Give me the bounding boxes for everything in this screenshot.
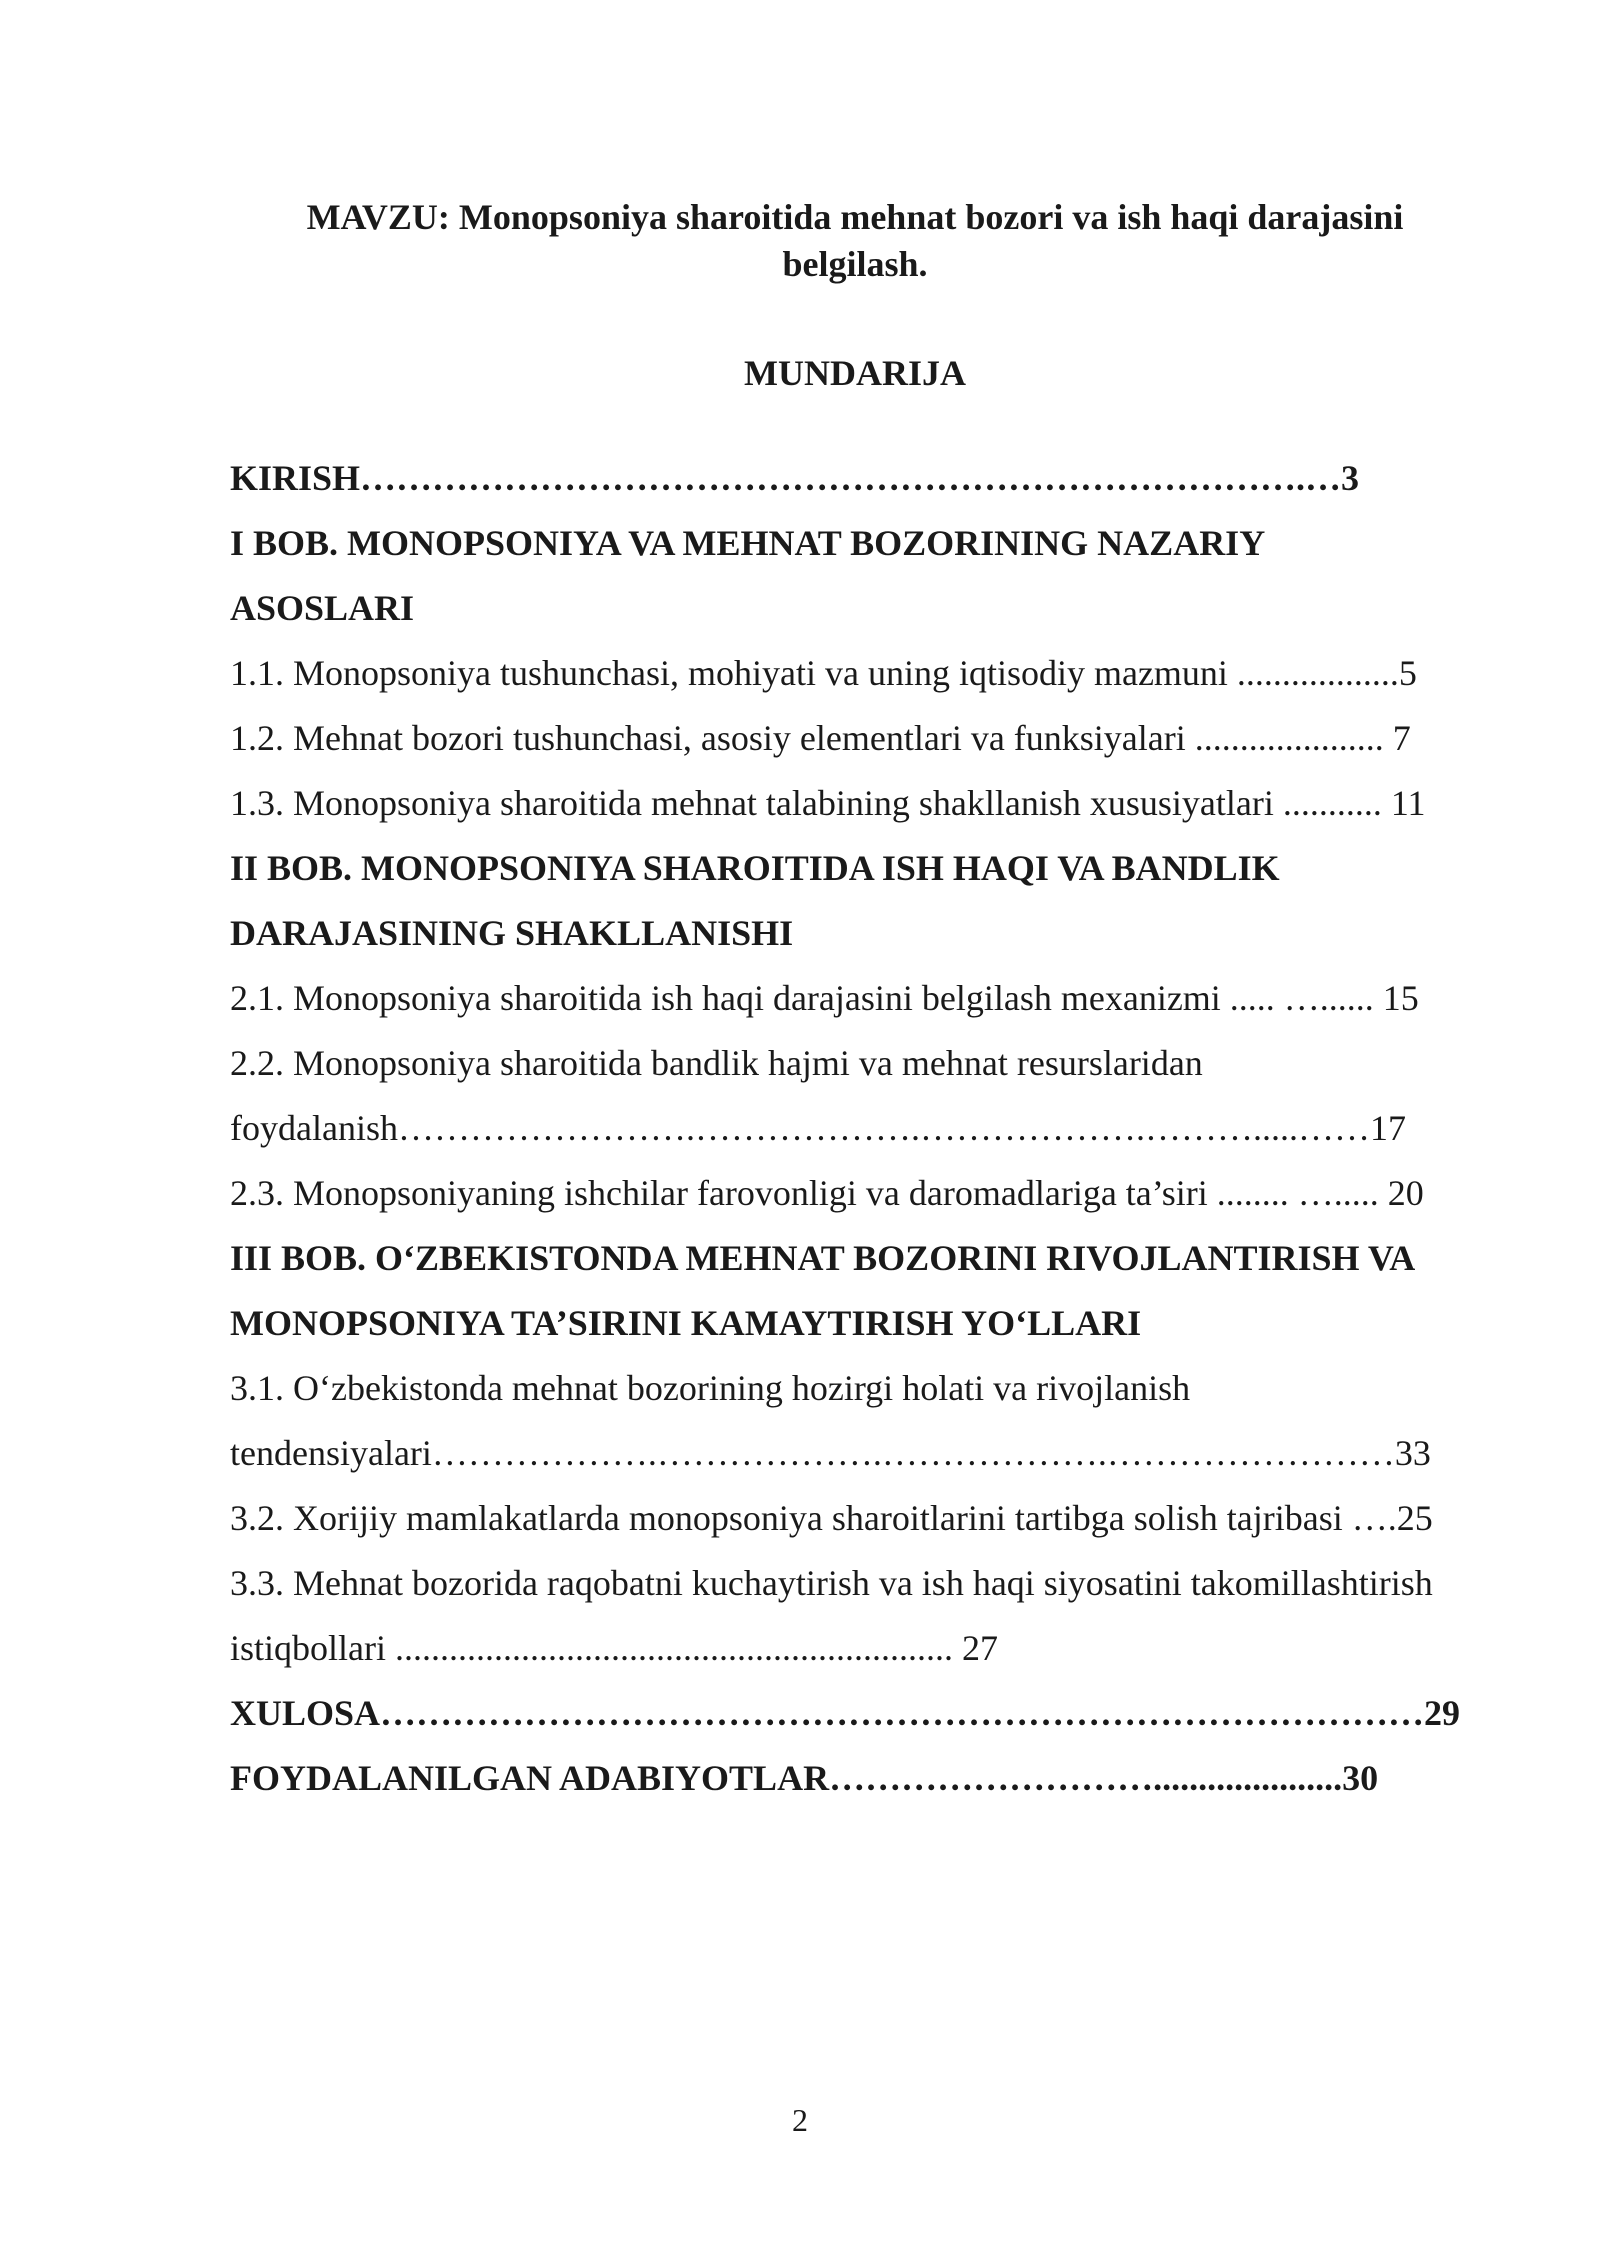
toc-line: I BOB. MONOPSONIYA VA MEHNAT BOZORINING NAZARIY [230, 523, 1266, 563]
toc-line: MONOPSONIYA TA’SIRINI KAMAYTIRISH YO‘LLARI [230, 1303, 1142, 1343]
toc-line: 1.2. Mehnat bozori tushunchasi, asosiy elementlari va funksiyalari ..................... 7 [230, 718, 1411, 758]
toc-line: 1.1. Monopsoniya tushunchasi, mohiyati va uning iqtisodiy mazmuni ..................5 [230, 653, 1417, 693]
toc-line: KIRISH…………………………………………………………………….…3 [230, 458, 1360, 498]
document-topic-title: MAVZU: Monopsoniya sharoitida mehnat bozori va ish haqi darajasini belgilash. [306, 197, 1404, 284]
toc-line: tendensiyalari……………….……………….……………….……………………33 [230, 1433, 1431, 1473]
toc-line: II BOB. MONOPSONIYA SHAROITIDA ISH HAQI VA BANDLIK [230, 848, 1280, 888]
toc-line: 3.3. Mehnat bozorida raqobatni kuchaytirish va ish haqi siyosatini takomillashtirish [230, 1563, 1433, 1603]
page-number: 2 [792, 2102, 808, 2138]
toc-line: DARAJASINING SHAKLLANISHI [230, 913, 794, 953]
toc-line: 1.3. Monopsoniya sharoitida mehnat talabining shakllanish xususiyatlari ........... 11 [230, 783, 1426, 823]
toc-line: ASOSLARI [230, 588, 415, 628]
toc-line: XULOSA……………………………………………………………………………29 [230, 1693, 1461, 1733]
toc-line: III BOB. O‘ZBEKISTONDA MEHNAT BOZORINI RIVOJLANTIRISH VA [230, 1238, 1416, 1278]
toc-line: 2.3. Monopsoniyaning ishchilar farovonligi va daromadlariga ta’siri ........ …..... 20 [230, 1173, 1424, 1213]
toc-line: FOYDALANILGAN ADABIYOTLAR……………………….....................30 [230, 1758, 1379, 1798]
toc-line: 2.1. Monopsoniya sharoitida ish haqi darajasini belgilash mexanizmi ..... …...... 15 [230, 978, 1419, 1018]
table-of-contents-heading: MUNDARIJA [744, 353, 966, 393]
toc-line: 3.1. O‘zbekistonda mehnat bozorining hozirgi holati va rivojlanish [230, 1368, 1191, 1408]
toc-line: foydalanish…………………….……………….……………….……….....……17 [230, 1108, 1406, 1148]
toc-line: 3.2. Xorijiy mamlakatlarda monopsoniya sharoitlarini tartibga solish tajribasi ….25 [230, 1498, 1433, 1538]
table-of-contents [230, 446, 1500, 1811]
toc-line: istiqbollari .............................................................. 27 [230, 1628, 998, 1668]
toc-line: 2.2. Monopsoniya sharoitida bandlik hajmi va mehnat resurslaridan [230, 1043, 1203, 1083]
